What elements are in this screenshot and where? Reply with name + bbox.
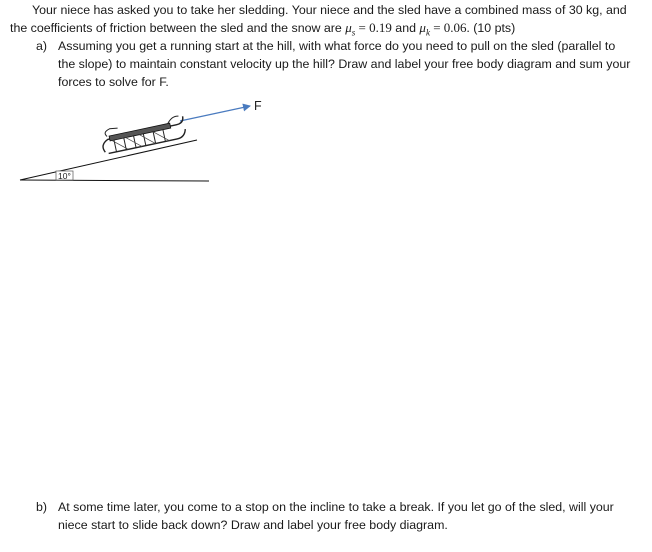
ground-line bbox=[20, 180, 209, 181]
part-b-label: b) bbox=[36, 500, 48, 514]
mu-k-symbol: μ bbox=[419, 20, 426, 35]
sled-drawing bbox=[100, 113, 187, 154]
force-arrow bbox=[180, 106, 250, 121]
mu-s-subscript: s bbox=[351, 27, 356, 38]
mu-k-value: = 0.06. bbox=[429, 20, 470, 35]
incline-line bbox=[20, 140, 197, 180]
and-text: and bbox=[391, 21, 420, 35]
angle-label: 10° bbox=[58, 171, 71, 181]
part-b-text: At some time later, you come to a stop on the incline to take a break. If you let go of the sled, will your niece start to slide back down? Draw and label your free body diagram. bbox=[58, 500, 614, 532]
mu-k-subscript: k bbox=[425, 27, 430, 38]
intro-text: Your niece has asked you to take her sledding. Your niece and the sled have a combined mass of 30 kg, and the coefficients of friction between the sled and the snow are bbox=[10, 3, 627, 35]
mu-s-value: = 0.19 bbox=[355, 20, 392, 35]
mu-s-symbol: μ bbox=[345, 20, 352, 35]
points-text: (10 pts) bbox=[469, 21, 516, 35]
part-b bbox=[36, 498, 636, 538]
part-a-text: Assuming you get a running start at the hill, with what force do you need to pull on the sled (parallel to the slope) to maintain constant velocity up the hill? Draw and label your free body diagram and sum your forces to solve for F. bbox=[58, 39, 631, 89]
part-a-label: a) bbox=[36, 39, 48, 53]
force-label: F bbox=[254, 99, 262, 113]
